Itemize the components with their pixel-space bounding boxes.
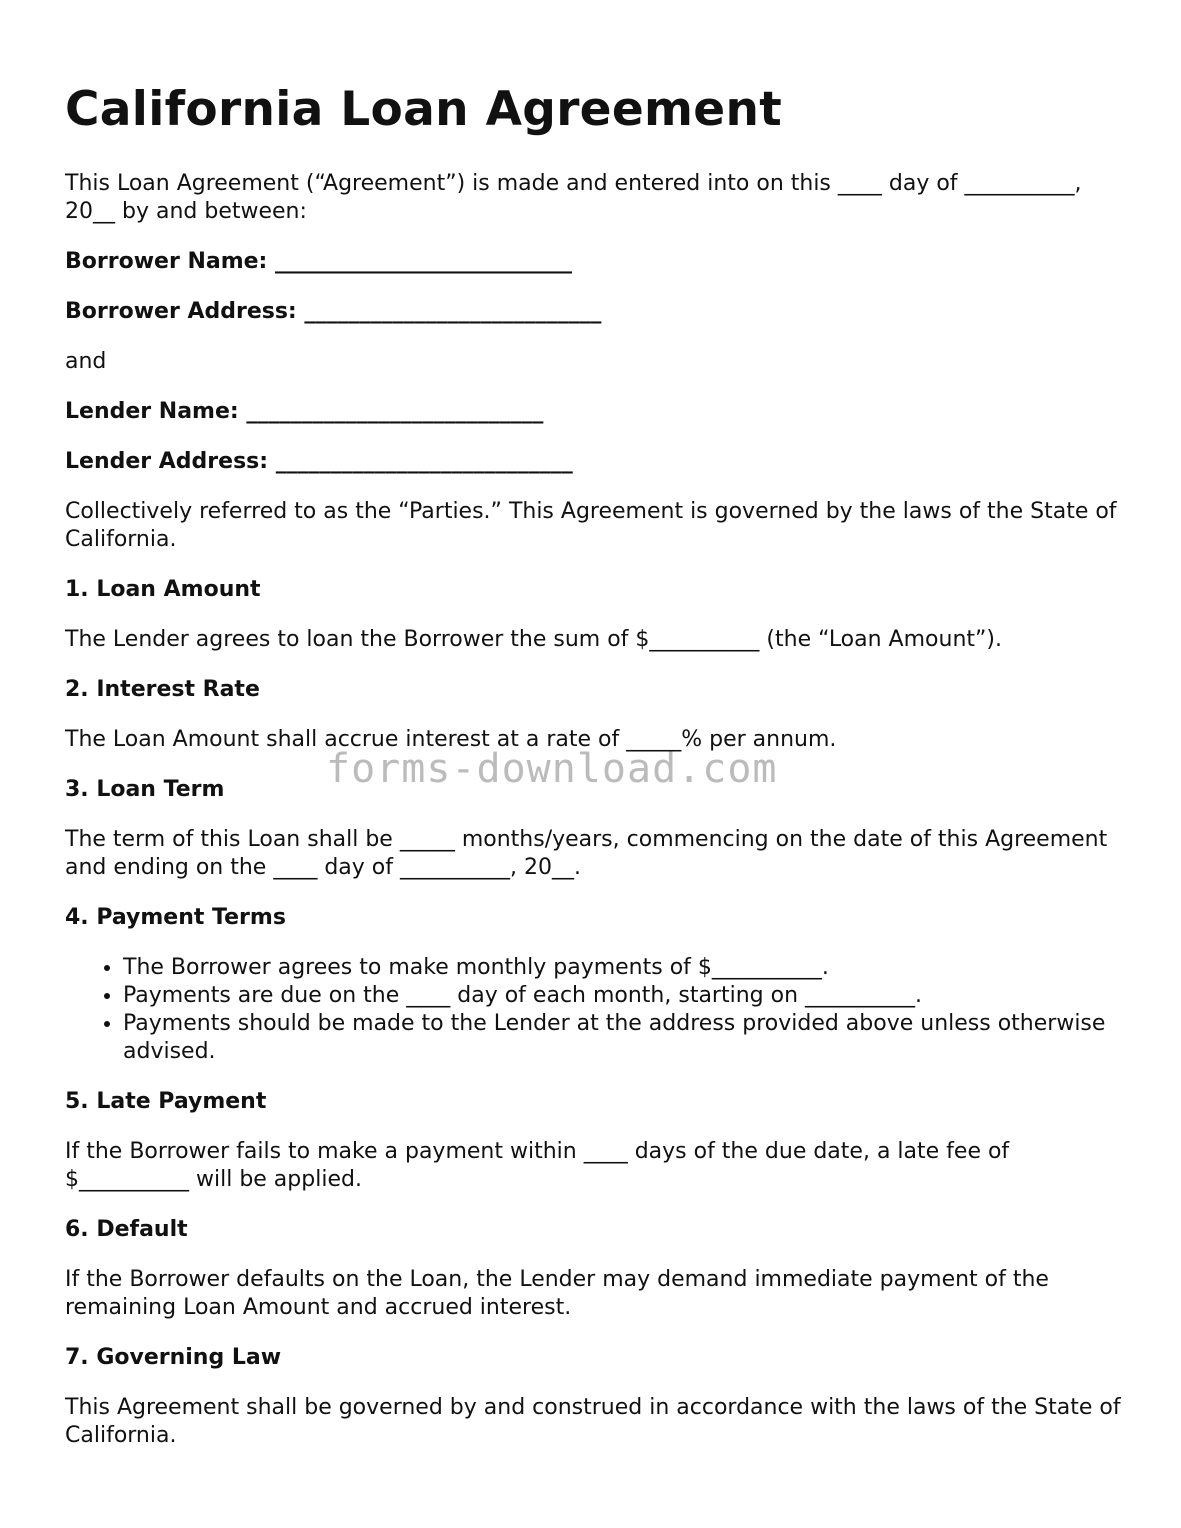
list-item: • The Borrower agrees to make monthly payments of $__________. [123, 954, 1125, 982]
list-item: • Payments are due on the ____ day of each month, starting on __________. [123, 982, 1125, 1010]
borrower-address-field: Borrower Address: ___________________________ [65, 299, 602, 324]
intro-paragraph: This Loan Agreement (“Agreement”) is made and entered into on this ____ day of __________, 20__ by and between: [65, 171, 1082, 224]
document-page [65, 78, 1125, 1472]
section-heading-loan-amount: 1. Loan Amount [65, 577, 261, 602]
section-body-default: If the Borrower defaults on the Loan, the Lender may demand immediate payment of the remaining Loan Amount and accrued interest. [65, 1267, 1049, 1320]
section-body-loan-amount: The Lender agrees to loan the Borrower the sum of $__________ (the “Loan Amount”). [65, 627, 1002, 652]
section-heading-interest-rate: 2. Interest Rate [65, 677, 260, 702]
section-heading-payment-terms: 4. Payment Terms [65, 905, 286, 930]
section-body-loan-term: The term of this Loan shall be _____ months/years, commencing on the date of this Agreement and ending on the ____ day of __________, 20__. [65, 827, 1108, 880]
parties-paragraph: Collectively referred to as the “Parties.” This Agreement is governed by the laws of the State of California. [65, 499, 1117, 552]
section-heading-loan-term: 3. Loan Term [65, 777, 225, 802]
section-heading-late-payment: 5. Late Payment [65, 1089, 267, 1114]
lender-name-field: Lender Name: ___________________________ [65, 399, 544, 424]
and-text: and [65, 349, 107, 374]
section-body-late-payment: If the Borrower fails to make a payment within ____ days of the due date, a late fee of $__________ will be applied. [65, 1139, 1010, 1192]
section-body-governing-law: This Agreement shall be governed by and construed in accordance with the laws of the State of California. [65, 1395, 1121, 1448]
watermark-text: forms-download.com [326, 746, 778, 792]
payment-terms-list [65, 954, 1125, 1066]
list-item: • Payments should be made to the Lender at the address provided above unless otherwise advised. [123, 1010, 1125, 1066]
document-title: California Loan Agreement [65, 82, 782, 137]
lender-address-field: Lender Address: ___________________________ [65, 449, 573, 474]
section-body-interest-rate: The Loan Amount shall accrue interest at a rate of _____% per annum. [65, 727, 837, 752]
section-heading-default: 6. Default [65, 1217, 188, 1242]
borrower-name-field: Borrower Name: ___________________________ [65, 249, 573, 274]
section-heading-governing-law: 7. Governing Law [65, 1345, 282, 1370]
